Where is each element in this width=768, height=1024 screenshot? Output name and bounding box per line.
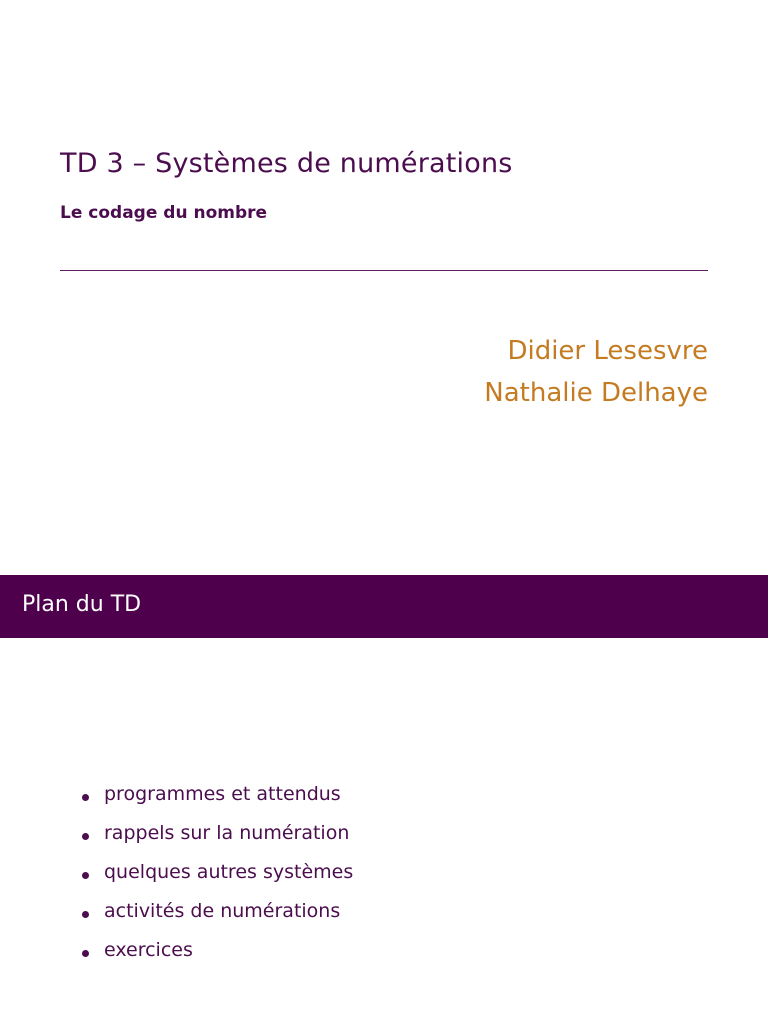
list-item [82, 900, 353, 939]
list-item-label: exercices [104, 939, 193, 961]
list-item-label: programmes et attendus [104, 783, 341, 805]
list-item [82, 822, 353, 861]
list-item-label: rappels sur la numération [104, 822, 350, 844]
title-divider [60, 270, 708, 271]
author-name: Didier Lesesvre [507, 336, 708, 366]
author-name: Nathalie Delhaye [484, 378, 708, 408]
authors-block [484, 330, 708, 414]
page-title: TD 3 – Systèmes de numérations [60, 148, 513, 179]
bullet-icon [82, 872, 89, 879]
list-item-label: quelques autres systèmes [104, 861, 354, 883]
plan-list [82, 783, 353, 978]
list-item [82, 861, 353, 900]
bullet-icon [82, 833, 89, 840]
section-banner [0, 575, 768, 638]
page-subtitle: Le codage du nombre [60, 203, 268, 223]
list-item-label: activités de numérations [104, 900, 341, 922]
bullet-icon [82, 794, 89, 801]
banner-title: Plan du TD [22, 592, 142, 617]
bullet-icon [82, 911, 89, 918]
bullet-icon [82, 950, 89, 957]
list-item [82, 939, 353, 978]
list-item [82, 783, 353, 822]
